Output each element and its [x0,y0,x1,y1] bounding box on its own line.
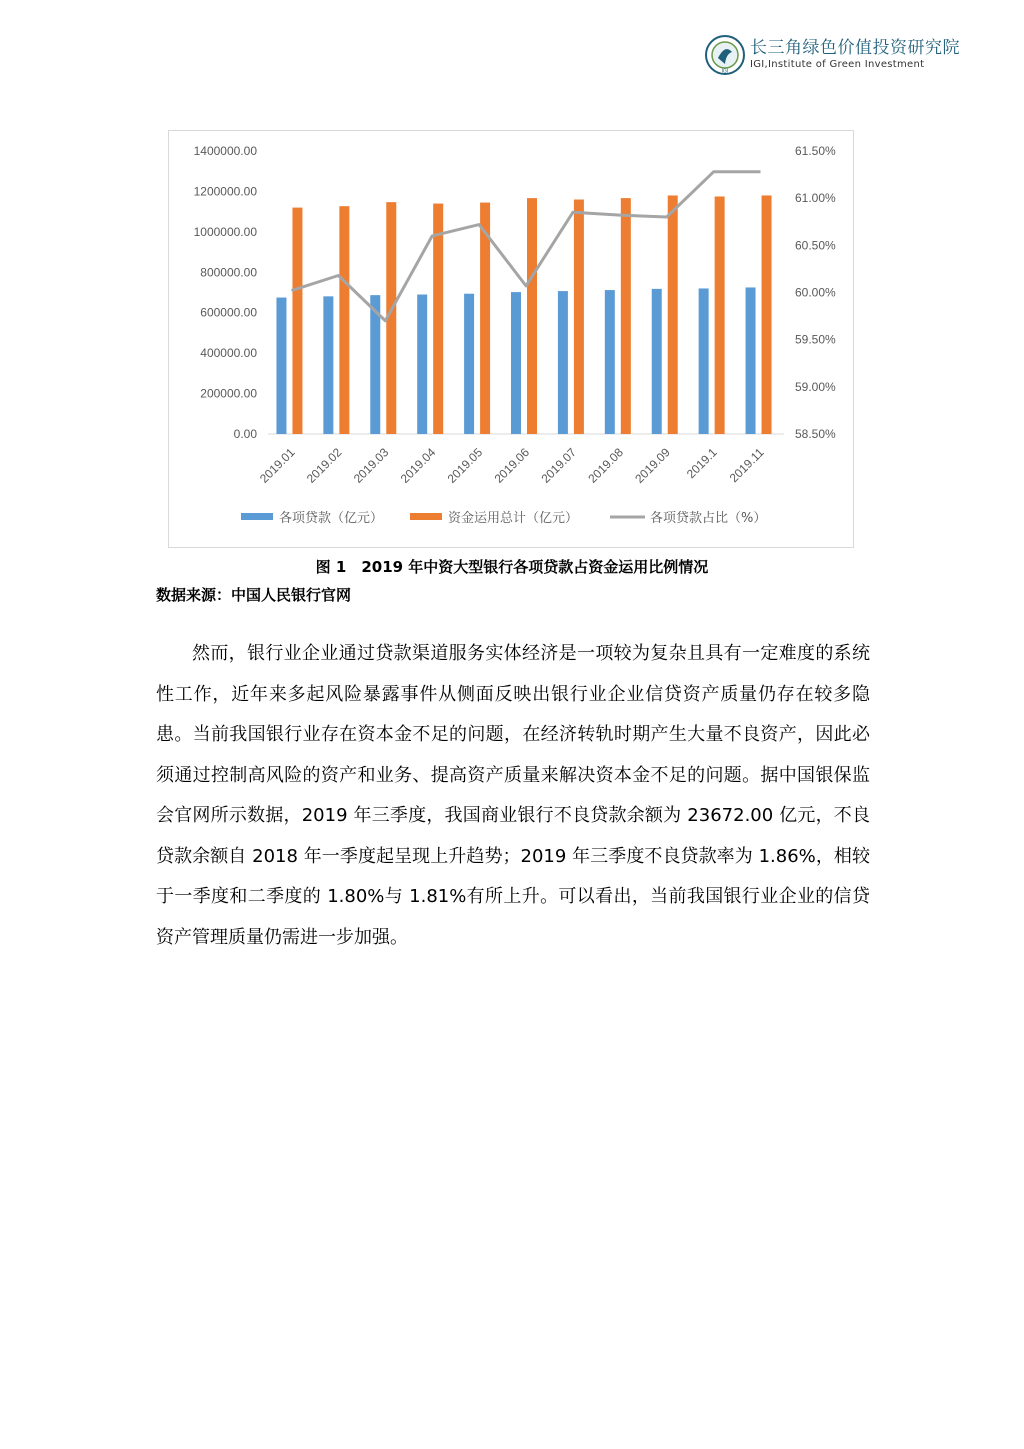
legend-swatch-loans [241,513,273,520]
bar-total-funds [433,204,443,434]
x-tick-label: 2019.1 [683,445,720,482]
bar-loans [323,296,333,434]
bar-loans [558,291,568,434]
y-right-tick-label: 59.00% [795,379,836,394]
chart-svg [169,131,855,549]
bar-total-funds [292,208,302,434]
org-name-en: IGI,Institute of Green Investment [750,59,925,70]
y-left-tick-label: 1200000.00 [193,184,257,199]
org-name-cn: 长三角绿色价值投资研究院 [750,38,960,58]
x-tick-label: 2019.01 [256,445,298,486]
bar-loans [699,288,709,434]
bar-total-funds [715,196,725,434]
legend-label-loan-ratio: 各项贷款占比（%） [650,511,767,526]
y-right-tick-label: 61.00% [795,191,836,206]
legend-label-total-funds: 资金运用总计（亿元） [448,511,579,526]
line-loan-ratio [292,172,761,321]
bar-loans [276,298,286,434]
x-tick-label: 2019.08 [585,445,626,486]
bar-total-funds [762,195,772,434]
y-left-tick-label: 400000.00 [200,346,257,361]
y-right-tick-label: 59.50% [795,332,836,347]
y-left-tick-label: 200000.00 [200,386,257,401]
bar-total-funds [339,206,349,434]
body-paragraph: 然而，银行业企业通过贷款渠道服务实体经济是一项较为复杂且具有一定难度的系统性工作，近年来多起风险暴露事件从侧面反映出银行业企业信贷资产质量仍存在较多隐患。当前我国银行业存在资本金不足的问题，在经济转轨时期产生大量不良资产，因此必须通过控制高风险的资产和业务、提高资产质量来解决资本金不足的问题。据中国银保监会官网所示数据，2019 年三季度，我国商业银行不良贷款余额为 23672.00 亿元，不良贷款余额自 2018 年一季度起呈现上升趋势；2019 年三季度不良贷款率为 1.86%，相较于一季度和二季度的 1.80%与 1.81%有所上升。可以看出，当前我国银行业企业的信贷资产管理质量仍需进一步加强。 [156,643,870,948]
x-tick-label: 2019.03 [350,445,392,486]
y-left-tick-label: 0.00 [233,427,257,441]
x-tick-label: 2019.07 [538,445,580,486]
logo-text: IGI [721,68,729,75]
loan-ratio-chart [168,130,854,548]
y-left-tick-label: 600000.00 [200,305,257,320]
x-tick-label: 2019.04 [397,445,439,486]
figure-caption: 图 1 2019 年中资大型银行各项贷款占资金运用比例情况 [315,558,709,576]
bar-total-funds [668,195,678,434]
y-left-tick-label: 800000.00 [200,265,257,280]
bar-loans [511,292,521,434]
bar-total-funds [527,198,537,434]
y-left-tick-label: 1400000.00 [193,144,257,158]
legend-label-loans: 各项贷款（亿元） [279,511,384,526]
bar-total-funds [574,200,584,434]
bar-loans [464,294,474,434]
bar-loans [605,290,615,434]
y-right-tick-label: 61.50% [795,144,836,158]
bar-loans [652,289,662,434]
legend-swatch-total-funds [410,513,442,520]
y-right-tick-label: 60.50% [795,238,836,253]
x-tick-label: 2019.06 [491,445,533,486]
x-tick-label: 2019.02 [303,445,345,486]
bar-loans [746,287,756,434]
x-tick-label: 2019.09 [632,445,673,486]
bar-total-funds [621,198,631,434]
y-right-tick-label: 58.50% [795,427,836,441]
y-left-tick-label: 1000000.00 [193,224,257,239]
x-tick-label: 2019.05 [444,445,486,486]
x-tick-label: 2019.11 [726,445,767,486]
bar-loans [417,295,427,434]
page-header [704,34,960,76]
y-right-tick-label: 60.00% [795,285,836,300]
data-source: 数据来源：中国人民银行官网 [156,586,352,604]
institute-logo-icon [704,34,746,76]
